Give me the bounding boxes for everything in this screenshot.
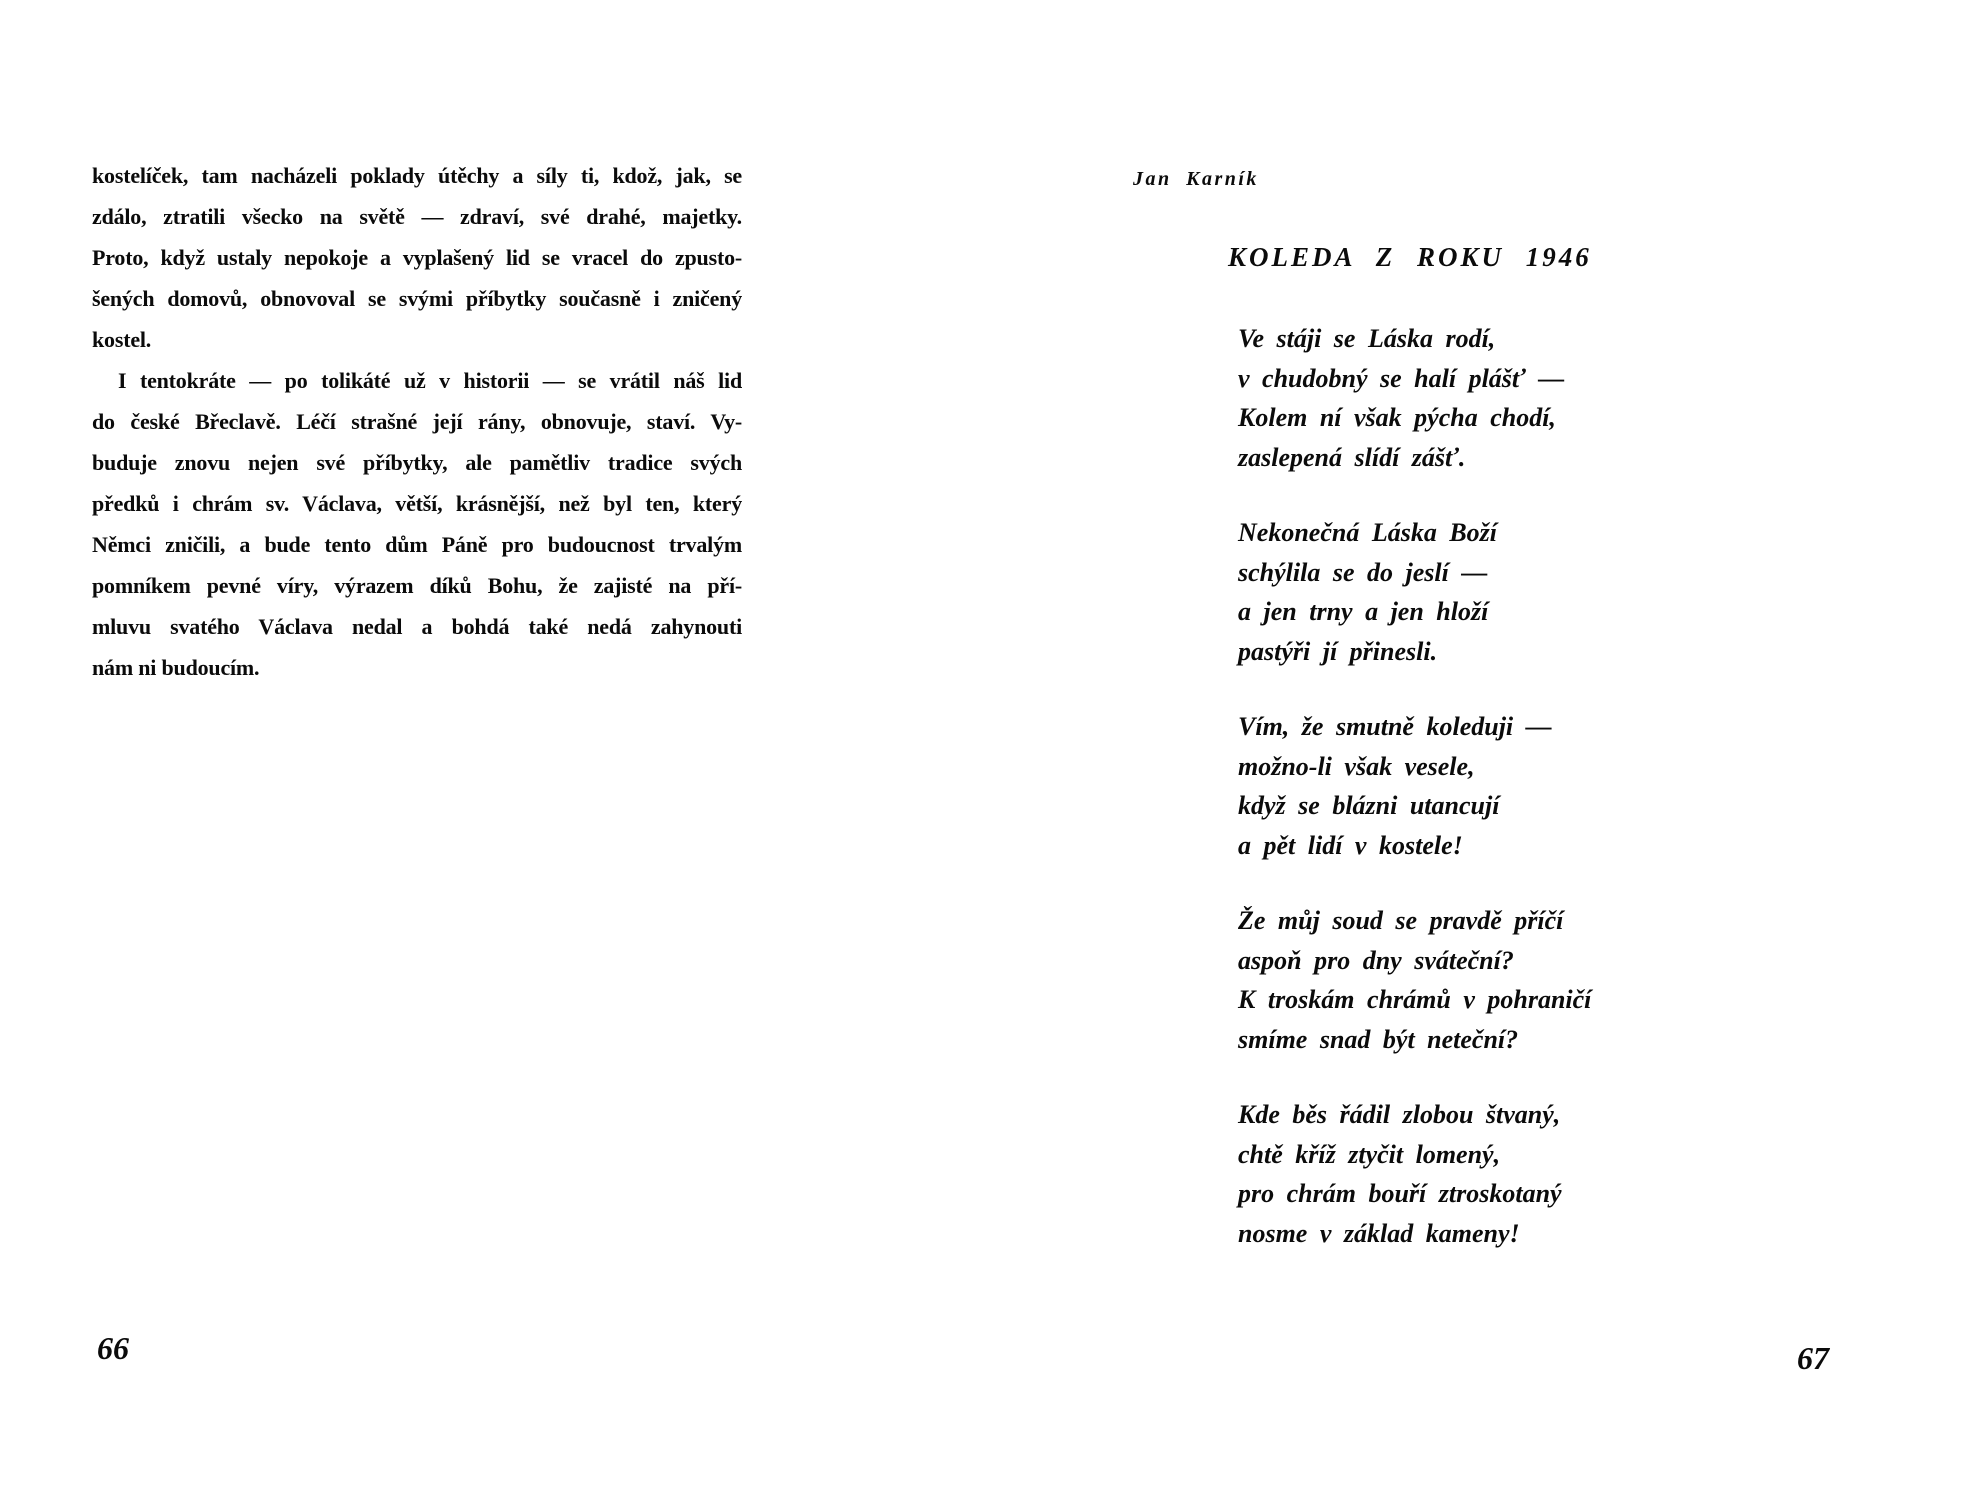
verse-line: a pět lidí v kostele! — [1238, 830, 1463, 860]
poem-stanza — [1238, 513, 1591, 671]
verse-line: Vím, že smutně koleduji — — [1238, 712, 1552, 741]
poem-block — [1238, 319, 1591, 1289]
page-number-left: 66 — [97, 1330, 129, 1366]
verse-line: Kde běs řádil zlobou štvaný, — [1238, 1100, 1561, 1129]
verse-line: aspoň pro dny sváteční? — [1238, 945, 1514, 975]
verse-line: pro chrám bouří ztroskotaný — [1238, 1179, 1562, 1208]
verse-line: pastýři jí přinesli. — [1238, 636, 1438, 666]
verse-line: schýlila se do jeslí — — [1238, 557, 1488, 587]
prose-line: kostelíček, tam nacházeli poklady útěchy a síly ti, kdož, jak, se — [92, 163, 742, 188]
verse-line: K troskám chrámů v pohraničí — [1238, 985, 1592, 1014]
prose-line: zdálo, ztratili všecko na světě — zdraví, své drahé, majetky. — [92, 204, 742, 229]
poem-stanza — [1238, 1095, 1591, 1253]
verse-line: nosme v základ kameny! — [1238, 1218, 1520, 1248]
prose-line: pomníkem pevné víry, výrazem díků Bohu, že zajisté na pří- — [92, 573, 742, 598]
verse-line: a jen trny a jen hloží — [1238, 597, 1489, 626]
poem-title: KOLEDA Z ROKU 1946 — [1228, 242, 1592, 272]
verse-line: chtě kříž ztyčit lomený, — [1238, 1139, 1501, 1169]
prose-line: Němci zničili, a bude tento dům Páně pro budoucnost trvalým — [92, 532, 742, 557]
verse-line: možno-li však vesele, — [1238, 751, 1475, 781]
poem-stanza — [1238, 901, 1591, 1059]
prose-line: předků i chrám sv. Václava, větší, krásnější, než byl ten, který — [92, 491, 742, 516]
verse-line: smíme snad být neteční? — [1238, 1024, 1519, 1054]
page-number-right: 67 — [1797, 1340, 1829, 1376]
poem-stanza — [1238, 319, 1591, 477]
verse-line: Kolem ní však pýcha chodí, — [1238, 403, 1556, 432]
prose-line: buduje znovu nejen své příbytky, ale pamětliv tradice svých — [92, 450, 742, 475]
prose-line: Proto, když ustaly nepokoje a vyplašený lid se vracel do zpusto- — [92, 245, 742, 270]
left-page-prose — [92, 155, 742, 688]
verse-line: Že můj soud se pravdě příčí — [1238, 906, 1564, 935]
verse-line: zaslepená slídí zášť. — [1238, 442, 1466, 472]
verse-line: v chudobný se halí plášť — — [1238, 363, 1565, 393]
poem-stanza — [1238, 707, 1591, 865]
verse-line: Nekonečná Láska Boží — [1238, 518, 1497, 547]
prose-line: mluvu svatého Václava nedal a bohdá také nedá zahynouti — [92, 614, 742, 639]
prose-line: I tentokráte — po tolikáté už v historii — se vrátil náš lid — [118, 368, 742, 393]
prose-line: do české Břeclavě. Léčí strašné její rány, obnovuje, staví. Vy- — [92, 409, 742, 434]
verse-line: Ve stáji se Láska rodí, — [1238, 324, 1496, 353]
prose-line: kostel. — [92, 327, 152, 352]
prose-line: šených domovů, obnovoval se svými příbytky současně i zničený — [92, 286, 742, 311]
verse-line: když se blázni utancují — [1238, 791, 1500, 820]
prose-line: nám ni budoucím. — [92, 655, 260, 680]
author-byline: Jan Karník — [1133, 168, 1259, 190]
